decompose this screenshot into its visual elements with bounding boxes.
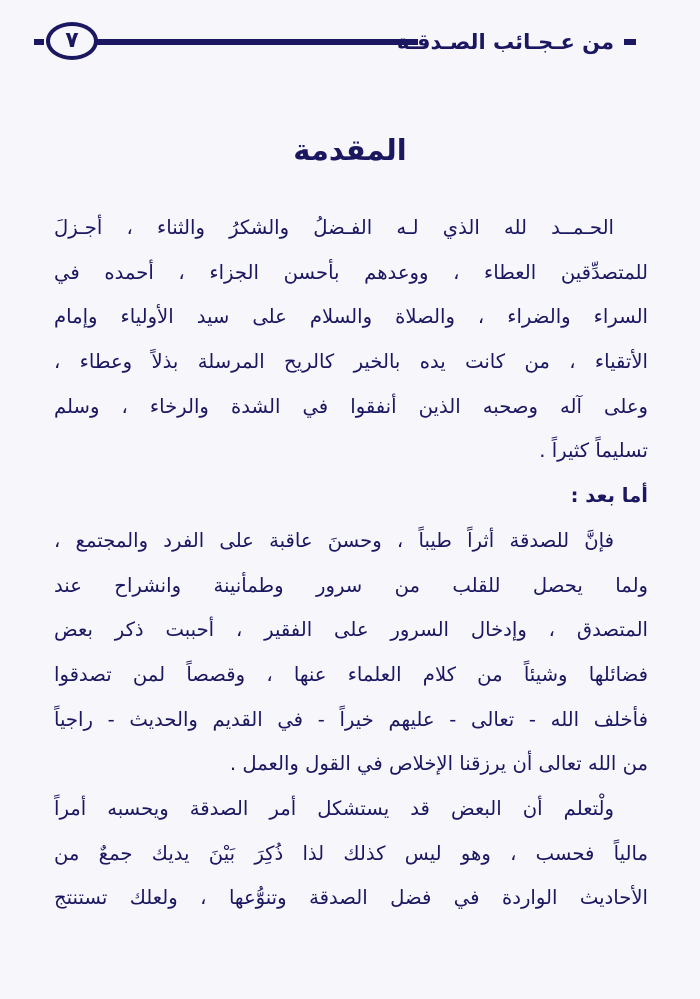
header-rule bbox=[92, 39, 418, 45]
paragraph-line: فإنَّ للصدقة أثراً طيباً ، وحسنَ عاقبة على الفرد والمجتمع ، bbox=[54, 528, 614, 552]
paragraph-line: تسليماً كثيراً . bbox=[539, 439, 648, 463]
paragraph-line: الأتقياء ، من كانت يده بالخير كالريح المرسلة بذلاً وعطاء ، bbox=[54, 350, 648, 374]
paragraph-line: فأخلف الله - تعالى - عليهم خيراً - في القديم والحديث - راجياً bbox=[54, 707, 648, 731]
paragraph-line: الحـمــد لله الذي لـه الفـضلُ والشكرُ والثناء ، أجـزلَ bbox=[54, 216, 614, 239]
paragraph-line: ولما يحصل للقلب من سرور وطمأنينة وانشراح عند bbox=[54, 573, 648, 597]
header-rule-right-cap bbox=[624, 39, 636, 45]
paragraph-line: مالياً فحسب ، وهو ليس كذلك لذا ذُكِرَ بَيْنَ يديك جمعٌ من bbox=[54, 841, 648, 865]
subheading-line: أما بعد : bbox=[570, 484, 648, 508]
paragraph-line: ولْتعلم أن البعض قد يستشكل أمر الصدقة ويحسبه أمراً bbox=[54, 796, 614, 820]
paragraph-line: من الله تعالى أن يرزقنا الإخلاص في القول والعمل . bbox=[229, 752, 648, 776]
paragraph-line: السراء والضراء ، والصلاة والسلام على سيد الأولياء وإمام bbox=[54, 305, 648, 329]
page-number: ٧ bbox=[46, 22, 98, 60]
section-heading: المقدمة bbox=[293, 133, 407, 167]
running-header bbox=[34, 22, 636, 62]
paragraph-line: للمتصدِّقين العطاء ، ووعدهم بأحسن الجزاء ، أحمده في bbox=[54, 260, 648, 284]
paragraph-line: فضائلها وشيئاً من كلام العلماء عنها ، وقصصاً لمن تصدقوا bbox=[54, 662, 648, 686]
paragraph-line: وعلى آله وصحبه الذين أنفقوا في الشدة والرخاء ، وسلم bbox=[54, 394, 648, 418]
paragraph-line: المتصدق ، وإدخال السرور على الفقير ، أحببت ذكر بعض bbox=[54, 618, 648, 642]
header-rule-left-cap bbox=[34, 39, 44, 45]
running-title: من عـجـائب الصـدقـة bbox=[396, 30, 614, 54]
paragraph-line: الأحاديث الواردة في فضل الصدقة وتنوُّعها ، ولعلك تستنتج bbox=[54, 886, 648, 910]
body-text bbox=[54, 206, 648, 921]
